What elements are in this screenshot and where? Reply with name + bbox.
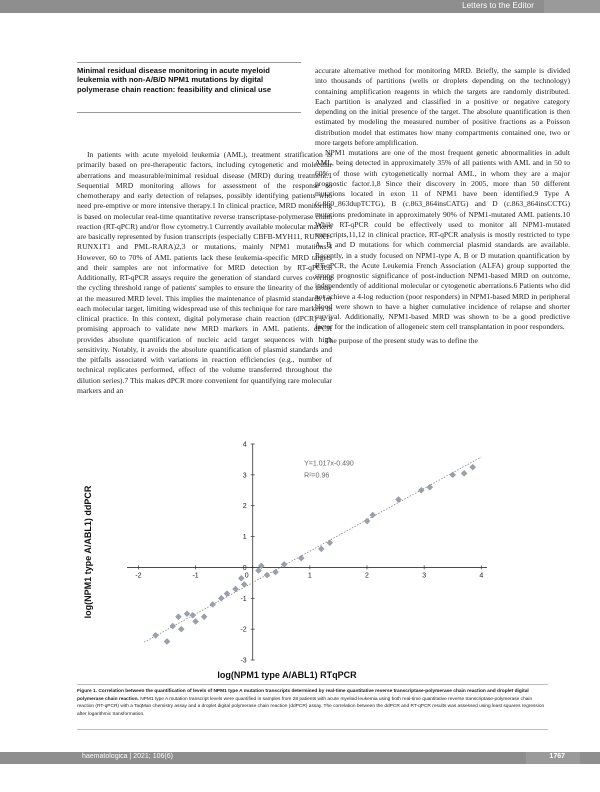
y-tick-label: 3 bbox=[242, 472, 247, 480]
y-tick-label: 0 bbox=[242, 564, 247, 572]
data-point bbox=[201, 614, 207, 620]
data-point bbox=[193, 618, 199, 624]
data-point bbox=[264, 572, 270, 578]
data-point bbox=[218, 595, 224, 601]
x-tick-label: 4 bbox=[479, 572, 484, 580]
article-title: Minimal residual disease monitoring in acute myeloid leukemia with non-A/B/D NPM1 mutations by digital polymerase chain reaction: feasibility and clinical use bbox=[77, 66, 272, 94]
title-rule-top bbox=[77, 62, 301, 63]
figure-divider bbox=[77, 684, 548, 685]
y-tick-label: 1 bbox=[242, 534, 247, 542]
scatter-chart bbox=[77, 432, 547, 680]
data-point bbox=[298, 555, 304, 561]
data-point bbox=[258, 563, 264, 569]
body-paragraph: accurate alternative method for monitoring MRD. Briefly, the sample is divided into thousands of partitions (wells or droplets depending on the technology) containing amplification reagents in which the targets are randomly distributed. Each partition is analyzed and classified in a positive or negative category depending on the initial presence of the target. The absolute quantification is then estimated by modeling the measured number of positive fractions as a Poisson distribution model that estimates how many compartments contained one, two or more targets before amplification. bbox=[315, 66, 570, 147]
data-point bbox=[255, 568, 261, 574]
data-point bbox=[210, 601, 216, 607]
left-column bbox=[77, 150, 332, 396]
data-point bbox=[364, 518, 370, 524]
x-tick-label: 3 bbox=[422, 572, 427, 580]
data-point bbox=[461, 470, 467, 476]
x-tick-label: -1 bbox=[192, 572, 199, 580]
data-point bbox=[370, 512, 376, 518]
data-point bbox=[175, 614, 181, 620]
figure-caption bbox=[77, 688, 548, 718]
data-point bbox=[164, 638, 170, 644]
data-point bbox=[273, 569, 279, 575]
x-tick-label: 2 bbox=[365, 572, 369, 580]
data-point bbox=[470, 464, 476, 470]
data-point bbox=[178, 626, 184, 632]
section-label: Letters to the Editor bbox=[462, 1, 534, 10]
body-paragraph: In patients with acute myeloid leukemia (AML), treatment stratification is primarily based on pre-therapeutic factors, including cytogenetic and molecular aberrations and measurable/minimal residual disease (MRD) during treatment.1 Sequential MRD monitoring allows for assessment of the response to chemotherapy and early detection of relapses, possibly identifying patients who need pre-emptive or more intensive therapy.1 In clinical practice, MRD monitoring is based on molecular real-time quantitative reverse transcriptase-polymerase chain reaction (RT-qPCR) and/or flow cytometry.1 Currently available molecular markers are basically represented by fusion transcripts (especially CBFB-MYH11, RUNX1-RUNX1T1 and PML-RARA)2,3 or mutations, mainly NPM1 mutations.4 However, 60 to 70% of AML patients lack these leukemia-specific MRD targets and their samples are not informative for MRD detection by RT-qPCR.5 Additionally, RT-qPCR assays require the generation of standard curves covering the cycling threshold range of patients' samples to ensure the linearity of the assay at the measured MRD level. This implies the maintenance of plasmid standards for each molecular target, limiting widespread use of this technique for rare markers in clinical practice. In this context, digital polymerase chain reaction (dPCR) is a promising approach to validate new MRD markers in AML patients. dPCR provides absolute quantification of nucleic acid target sequences with high sensitivity. Notably, it avoids the absolute quantification of plasmid standards and the pitfalls associated with variations in reaction efficiencies (e.g., number of technical replicates performed, effect of the volume transferred throughout the dilution series).7 This makes dPCR more convenient for quantifying rare molecular markers and an bbox=[77, 150, 332, 395]
data-point bbox=[418, 487, 424, 493]
y-axis-label: log(NPM1 type A/ABL1) ddPCR bbox=[83, 485, 93, 619]
caption-divider bbox=[77, 729, 548, 730]
data-point bbox=[190, 612, 196, 618]
data-point bbox=[327, 540, 333, 546]
r-squared-label: R²=0.96 bbox=[304, 472, 330, 480]
y-tick-label: -1 bbox=[240, 595, 247, 603]
y-tick-label: -2 bbox=[240, 626, 247, 634]
journal-citation: haematologica | 2021; 106(6) bbox=[82, 753, 173, 760]
caption-label: Figure 1. Correlation between the quantification of levels of NPM1 type A mutation transcripts determined by real-time quantitative reverse transcriptase-polymerase chain reaction and droplet digital polymerase chain reaction. bbox=[77, 689, 529, 702]
body-paragraph: The purpose of the present study was to define the bbox=[325, 335, 478, 345]
y-tick-label: 2 bbox=[242, 503, 247, 511]
data-point bbox=[238, 575, 244, 581]
page-number: 1767 bbox=[549, 753, 565, 760]
x-tick-label: 1 bbox=[307, 572, 312, 580]
data-point bbox=[184, 611, 190, 617]
data-point bbox=[170, 623, 176, 629]
body-paragraph: NPM1 mutations are one of the most frequent genetic abnormalities in adult AML, being detected in approximately 35% of all patients with AML and in 50 to 60% of those with cytogenetically normal AML, in whom they are a major prognostic factor.1,8 Since their discovery in 2005, more than 50 different mutations located in exon 11 of NPM1 have been identified.9 Type A (c.860_863dupTCTG), B (c.863_864insCATG) and D (c.863_864insCCTG) mutations predominate in approximately 90% of NPM1-mutated AML patients.10 While RT-qPCR could be effectively used to monitor all NPM1-mutated transcripts,11,12 in clinical practice, RT-qPCR analysis is mostly restricted to type A, B and D mutations for which commercial plasmid standards are available. Recently, in a study focused on NPM1-type A, B or D mutation quantification by RT-qPCR, the Acute Leukemia French Association (ALFA) group supported the strong prognostic significance of post-induction NPM1-based MRD on outcome, independently of additional molecular or cytogenetic aberrations.6 Patients who did not achieve a 4-log reduction (poor responders) in NPM1-based MRD in peripheral blood were shown to have a higher cumulative incidence of relapse and shorter survival. Additionally, NPM1-based MRD was shown to be a good predictive factor for the indication of allogeneic stem cell transplantation in poor responders. bbox=[315, 148, 570, 332]
data-point bbox=[450, 472, 456, 478]
y-tick-label: 4 bbox=[242, 441, 247, 449]
x-tick-label: 0 bbox=[244, 572, 249, 580]
title-rule-bottom bbox=[77, 112, 301, 113]
caption-text: NPM1 type A mutation transcript levels were quantified in samples from 28 patients with acute myeloid leukemia using both real-time quantitative reverse transcriptase-polymerase chain reaction (RT-qPCR) with a TaqMan chemistry assay and a droplet digital polymerase chain reaction (ddPCR) assay. The correlation between the ddPCR and RT-qPCR results was assessed using least squares regression after logarithmic transformation. bbox=[77, 696, 545, 717]
header-bar bbox=[0, 0, 600, 13]
footer-bar bbox=[0, 752, 600, 764]
x-axis-label: log(NPM1 type A/ABL1) RTqPCR bbox=[217, 670, 357, 680]
regression-equation: Y=1.017x-0.490 bbox=[304, 460, 354, 468]
right-column bbox=[315, 66, 570, 346]
data-point bbox=[241, 581, 247, 587]
x-tick-label: -2 bbox=[135, 572, 142, 580]
data-point bbox=[427, 484, 433, 490]
data-point bbox=[318, 546, 324, 552]
figure-1 bbox=[77, 432, 547, 680]
header-tab bbox=[544, 0, 600, 13]
y-tick-label: -3 bbox=[240, 657, 247, 665]
data-point bbox=[233, 586, 239, 592]
